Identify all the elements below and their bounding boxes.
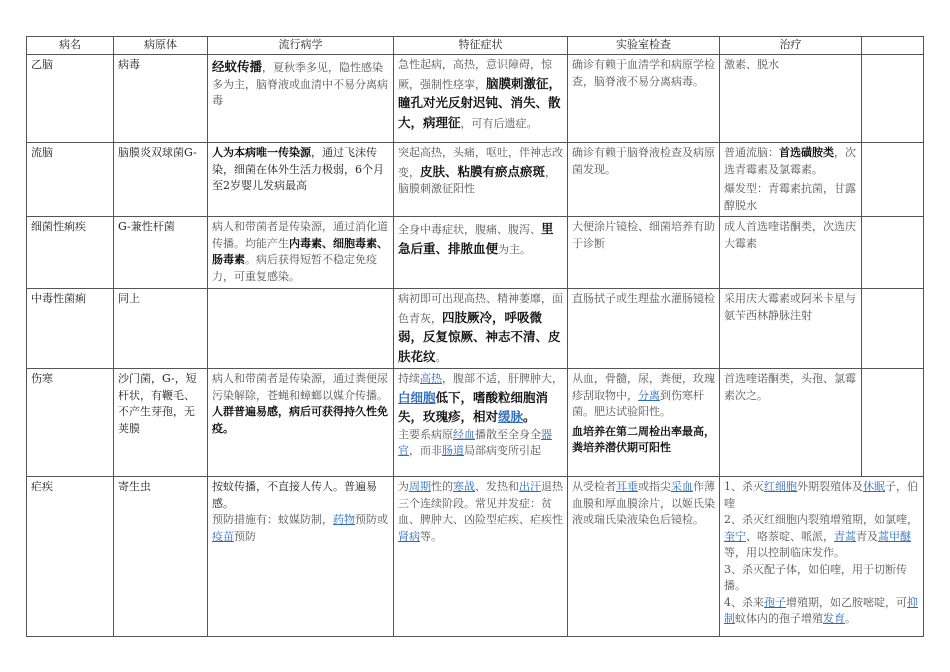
text: 1、杀灭 [724, 480, 764, 493]
text: 4、杀来 [724, 595, 764, 609]
text: 为主。 [498, 242, 532, 256]
cell-lab: 大便涂片镜检、细菌培养有助于诊断 [568, 217, 720, 289]
text: 病初即可出现高热、精神萎靡，面色青灰， [398, 292, 563, 325]
bold-text: 脑膜刺激征，瞳孔对光反射迟钝、消失、散大，病理征 [398, 75, 562, 130]
link-red-blood-cell[interactable]: 红细胞 [764, 480, 797, 493]
bold-text: 内毒素、细胞毒素、肠毒素 [212, 236, 388, 266]
text: 主要系病原 [398, 427, 453, 441]
cell-epidemiology [208, 55, 394, 143]
table-row [27, 217, 924, 289]
text: 或指尖 [638, 480, 671, 493]
bold-text: 低下，嗜酸粒细胞消失，玫瑰疹，相对 [398, 389, 549, 424]
link-sweat[interactable]: 出汗 [519, 480, 541, 493]
table-row [27, 477, 924, 637]
text: 。 [435, 350, 447, 364]
cell-treatment: 首选喹诺酮类，头孢、氯霉素次之。 [720, 369, 862, 477]
cell-pathogen: 沙门菌，G-，短杆状，有鞭毛、不产生芽孢，无荚膜 [114, 369, 208, 477]
header-pathogen: 病原体 [114, 37, 208, 55]
text: ，而非 [409, 444, 442, 457]
text: 持续 [398, 372, 420, 385]
text: 退热三个连续阶段。常见并发症：贫血、脾肿大、凶险型疟疾、疟疾性 [398, 480, 563, 526]
table-row [27, 143, 924, 217]
cell-empty [862, 369, 924, 477]
text-block [212, 512, 389, 545]
cell-symptoms [394, 289, 568, 369]
cell-treatment: 成人首选喹诺酮类，次选庆大霉素 [720, 217, 862, 289]
cell-name: 细菌性痢疾 [27, 217, 114, 289]
text-block [398, 427, 563, 460]
link-quinine[interactable]: 奎宁 [724, 529, 746, 543]
cell-empty [862, 289, 924, 369]
bold-text: 经蚊传播 [212, 59, 263, 74]
text: ，脑膜刺激征阳性 [398, 165, 557, 195]
bold-text: 皮肤、粘膜有瘀点瘀斑 [420, 163, 546, 179]
link-drug[interactable]: 药物 [333, 513, 355, 526]
text: ，夏秋季多见，隐性感染多为主，脑脊液或血清中不易分离病毒 [212, 61, 388, 107]
link-relative-bradycardia[interactable]: 缓脉 [498, 409, 524, 424]
text: 突起高热，头痛，呕吐，伴神志改变， [398, 146, 563, 179]
link-spore[interactable]: 孢子 [764, 595, 786, 609]
treatment-item [724, 479, 919, 512]
link-high-fever[interactable]: 高热 [420, 372, 442, 385]
text: 局部病变所引起 [464, 444, 541, 457]
cell-pathogen: 同上 [114, 289, 208, 369]
cell-empty [862, 217, 924, 289]
disease-table [26, 36, 924, 637]
text: 。病后获得短暂不稳定免疫力，可重复感染。 [212, 253, 377, 283]
cell-symptoms [394, 143, 568, 217]
header-row [27, 37, 924, 55]
text: 从血，骨髓，尿，粪便，玫瑰疹刮取物中， [572, 372, 715, 402]
cell-lab: 确诊有赖于血清学和病原学检查，脑脊液不易分离病毒。 [568, 55, 720, 143]
bold-text: 首选磺胺类 [779, 146, 834, 159]
text: 、咯萘啶、哌派， [746, 529, 834, 543]
text: 预防措施有：蚊媒防制， [212, 513, 333, 526]
cell-symptoms [394, 369, 568, 477]
text: ，腹部不适，肝脾肿大， [442, 372, 563, 385]
text: 等，用以控制临床发作。 [724, 546, 845, 559]
cell-name: 疟疾 [27, 477, 114, 637]
link-development[interactable]: 发育 [823, 612, 845, 625]
text: 外期裂殖体及 [797, 480, 863, 493]
text: 从受检者 [572, 480, 616, 493]
header-disease-name: 病名 [27, 37, 114, 55]
text: ，可有后遗症。 [460, 116, 538, 130]
link-inhibit[interactable]: 抑制 [724, 595, 918, 625]
cell-epidemiology [208, 369, 394, 477]
text: 病人和带菌者是传染源，通过粪便尿污染解除，苍蝇和蟑螂以媒介传播。 [212, 372, 388, 402]
cell-lab: 确诊有赖于脑脊液检查及病原菌发现。 [568, 143, 720, 217]
text: 普通流脑： [724, 146, 779, 159]
cell-treatment [720, 477, 924, 637]
text: 播散至全身全 [475, 427, 541, 441]
cell-name: 伤寒 [27, 369, 114, 477]
link-vaccine[interactable]: 疫苗 [212, 529, 234, 543]
text: 青及 [856, 529, 878, 543]
cell-pathogen: G-兼性杆菌 [114, 217, 208, 289]
text: 子，伯喹 [724, 480, 918, 510]
link-artemisia[interactable]: 青蒿 [834, 529, 856, 543]
cell-lab [568, 477, 720, 637]
text: 等。 [420, 529, 442, 543]
text: 增殖期，如乙胺嘧啶，可 [786, 595, 907, 609]
cell-symptoms [394, 477, 568, 637]
link-blood[interactable]: 经血 [453, 427, 475, 441]
text: 。 [845, 612, 856, 625]
text: 蚊体内的孢子增殖 [735, 612, 823, 625]
table-row [27, 289, 924, 369]
text: 到伤寒杆菌。肥达试验阳性。 [572, 388, 704, 418]
cell-empty [862, 143, 924, 217]
cell-lab [568, 369, 720, 477]
header-treatment: 治疗 [720, 37, 862, 55]
link-organ[interactable]: 器官 [398, 427, 552, 457]
text: 为 [398, 480, 409, 493]
cell-empty [862, 55, 924, 143]
text: 性的 [431, 480, 453, 493]
text: 爆发型：青霉素抗菌，甘露醇脱水 [724, 182, 856, 212]
cell-name: 乙脑 [27, 55, 114, 143]
bold-text: 里急后重、排脓血便 [398, 221, 554, 256]
text: ，通过飞沫传染，细菌在体外生活力极弱，6个月至2岁婴儿发病最高 [212, 146, 384, 192]
cell-name: 流脑 [27, 143, 114, 217]
bold-text: 人群普遍易感，病后可获得持久性免疫。 [212, 405, 388, 435]
header-epidemiology: 流行病学 [208, 37, 394, 55]
link-artemether[interactable]: 蒿甲醚 [878, 529, 911, 543]
cell-treatment [720, 143, 862, 217]
text: 2、杀灭红细胞内裂殖增殖期，如氯喹， [724, 513, 918, 526]
header-empty [862, 37, 924, 55]
cell-epidemiology [208, 477, 394, 637]
link-dormant[interactable]: 休眠 [863, 480, 885, 493]
cell-name: 中毒性菌痢 [27, 289, 114, 369]
treatment-item [724, 512, 919, 562]
text: 全身中毒症状，腹痛、腹泻、 [398, 223, 541, 236]
cell-symptoms [394, 55, 568, 143]
treatment-item [724, 562, 919, 595]
text: 预防 [234, 529, 256, 543]
link-nephropathy[interactable]: 肾病 [398, 529, 420, 543]
bold-text: 。 [523, 409, 536, 424]
treatment-item [724, 595, 919, 628]
text: 3、杀灭配子体，如伯喹，用于切断传播。 [724, 562, 907, 592]
table-row [27, 369, 924, 477]
cell-epidemiology [208, 217, 394, 289]
cell-epidemiology [208, 289, 394, 369]
text: 作薄血膜和厚血膜涂片，以姬氏染液或瑞氏染液染色后镜检。 [572, 480, 715, 526]
header-symptoms: 特征症状 [394, 37, 568, 55]
text: 急性起病，高热，意识障碍，惊厥，强制性痉挛， [398, 58, 552, 91]
cell-treatment: 采用庆大霉素或阿米卡星与氨苄西林静脉注射 [720, 289, 862, 369]
bold-text: 血培养在第二周检出率最高，粪培养潜伏期可阳性 [572, 424, 715, 454]
bold-text: 人为本病唯一传染源 [212, 146, 311, 159]
text: ，次选青霉素及氯霉素。 [724, 146, 856, 176]
cell-lab: 直肠拭子或生理盐水灌肠镜检 [568, 289, 720, 369]
cell-pathogen: 脑膜炎双球菌G- [114, 143, 208, 217]
text: 按蚊传播，不直接人传人。普遍易感。 [212, 480, 377, 510]
cell-treatment: 激素、脱水 [720, 55, 862, 143]
header-lab-tests: 实验室检查 [568, 37, 720, 55]
text: 病人和带菌者是传染源，通过消化道传播。均能产生 [212, 220, 388, 250]
link-chills[interactable]: 寒战 [453, 480, 475, 493]
link-blood-sampling[interactable]: 采血 [671, 480, 693, 493]
cell-pathogen: 寄生虫 [114, 477, 208, 637]
bold-text: 四肢厥冷，呼吸微弱，反复惊厥、神志不清、皮肤花纹 [398, 309, 561, 364]
text: 预防或 [355, 513, 388, 526]
link-white-blood-cell[interactable]: 白细胞 [398, 389, 436, 405]
cell-epidemiology [208, 143, 394, 217]
link-isolate[interactable]: 分离 [638, 388, 660, 402]
text: 、发热和 [475, 480, 519, 493]
cell-symptoms [394, 217, 568, 289]
link-cycle[interactable]: 周期 [409, 480, 431, 493]
link-earlobe[interactable]: 耳垂 [616, 480, 638, 493]
link-intestine[interactable]: 肠道 [442, 444, 464, 457]
cell-pathogen: 病毒 [114, 55, 208, 143]
table-row [27, 55, 924, 143]
